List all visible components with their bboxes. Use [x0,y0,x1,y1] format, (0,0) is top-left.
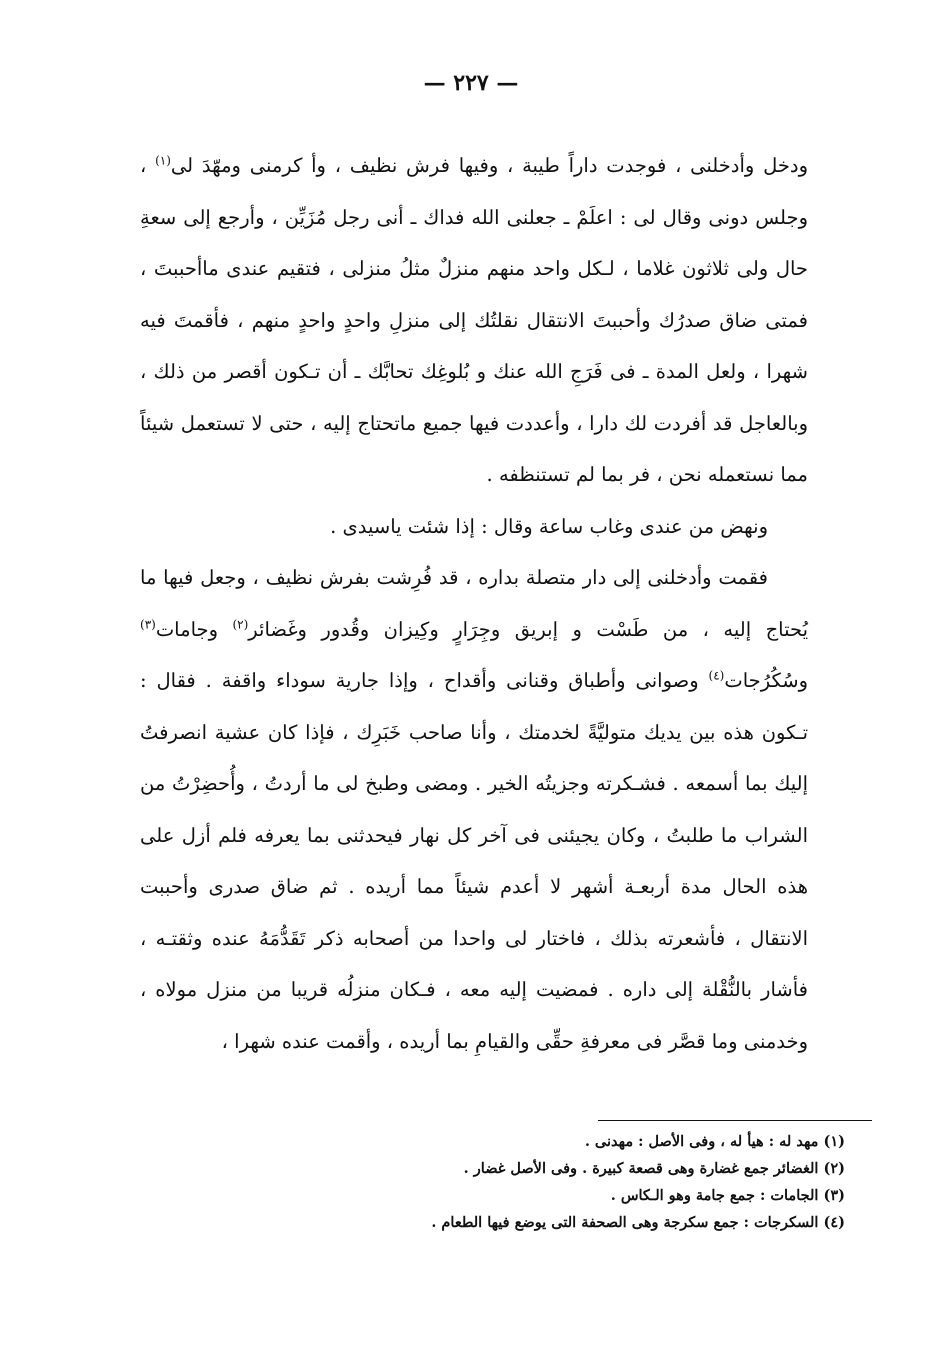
paragraph-3-text-end: وصوانى وأطباق وقنانى وأقداح ، وإذا جارية سوداء واقفة . فقال : تـكون هذه بين يديك متوليَّةً لخدمتك ، وأنا صاحب خَبَرِك ، فإذا كان عشية انصرفتُ إليك بما أسمعه . فشـكرته وجزيتُه الخير . ومضى وطبخ لى ما أردتُ ، وأُحضِرْتُ من الشراب ما طلبتُ ، وكان يجيئنى فى آخر كل نهار فيحدثنى بما يعرفه فلم أزل على هذه الحال مدة أربعـة أشهر لا أعدم شيئاً مما أريده . ثم ضاق صدرى وأحببت الانتقال ، فأشعرته بذلك ، فاختار لى واحدا من أصحابه ذكر تَقَدُّمَهُ عنده وثقتـه ، فأشار بالنُّقْلة إلى داره . فمضيت إليه معه ، فـكان منزلُه قريبا من منزل مولاه ، وخدمنى وما قصَّر فى معرفةِ حقِّى والقيامِ بما أريده ، وأقمت عنده شهرا ، [140,669,808,1053]
paragraph-1-text-end: ، وجلس دونى وقال لى : اعلَمْ ـ جعلنى الله فداك ـ أنى رجل مُزَيِّن ، وأرجع إلى سعةِ حال ولى ثلاثون غلاما ، لـكل واحد منهم منزلٌ مثلُ منزلى ، فتقيم عندى ماأحببتَ ، فمتى ضاق صدرُك وأحببتَ الانتقال نقلتُك إلى منزلِ واحدٍ واحدٍ منهم ، فأقمتَ فيه شهرا ، ولعل المدة ـ فى فَرَجِ الله عنك و بُلوغِك تحابَّك ـ أن تـكون أقصر من ذلك ، وبالعاجل قد أفردت لك دارا ، وأعددت فيها جميع ماتحتاج إليه ، حتى لا تستعمل شيئاً مما نستعمله نحن ، فر بما لم تستنظفه . [140,154,808,486]
paragraph-2 [140,501,808,553]
page-number: — ٢٢٧ — [423,70,519,96]
footnote-2: (٢) الغضائر جمع غضارة وهى قصعة كبيرة . وفى الأصل غضار . [463,1160,845,1177]
paragraph-3-text-start: فقمت وأدخلنى إلى دار متصلة بداره ، قد فُرِشت بفرش نظيف ، وجعل فيها ما يُحتاج إليه ، من طَسْت و إبريق وجِرَارٍ وكِيزان وقُدور وغَضائر [140,566,808,641]
footnote-separator [598,1120,872,1121]
footnote-ref-2: (٢) [232,617,249,631]
footnote-1: (١) مهد له : هيأ له ، وفى الأصل : مهدنى . [584,1133,845,1150]
footnote-ref-1: (١) [155,153,171,168]
paragraph-2-text: ونهض من عندى وغاب ساعة وقال : إذا شئت ياسيدى . [330,514,768,538]
paragraph-1-text-start: ودخل وأدخلنى ، فوجدت داراً طيبة ، وفيها فرش نظيف ، وأ كرمنى ومهّدَ لى [170,154,809,177]
footnote-ref-3: (٣) [140,617,156,631]
paragraph-3 [140,552,808,1067]
footnote-4: (٤) السكرجات : جمع سكرجة وهى الصحفة التى يوضع فيها الطعام . [431,1214,845,1231]
footnote-ref-4: (٤) [708,668,725,683]
footnote-3: (٣) الجامات : جمع جامة وهو الـكاس . [610,1187,845,1204]
footnotes [140,1128,845,1236]
main-text [140,140,808,1067]
paragraph-3-text-jamat: وجامات [155,617,218,641]
paragraph-3-text-sukurjat: وسُكُرُجات [724,669,808,692]
paragraph-1 [140,140,808,501]
